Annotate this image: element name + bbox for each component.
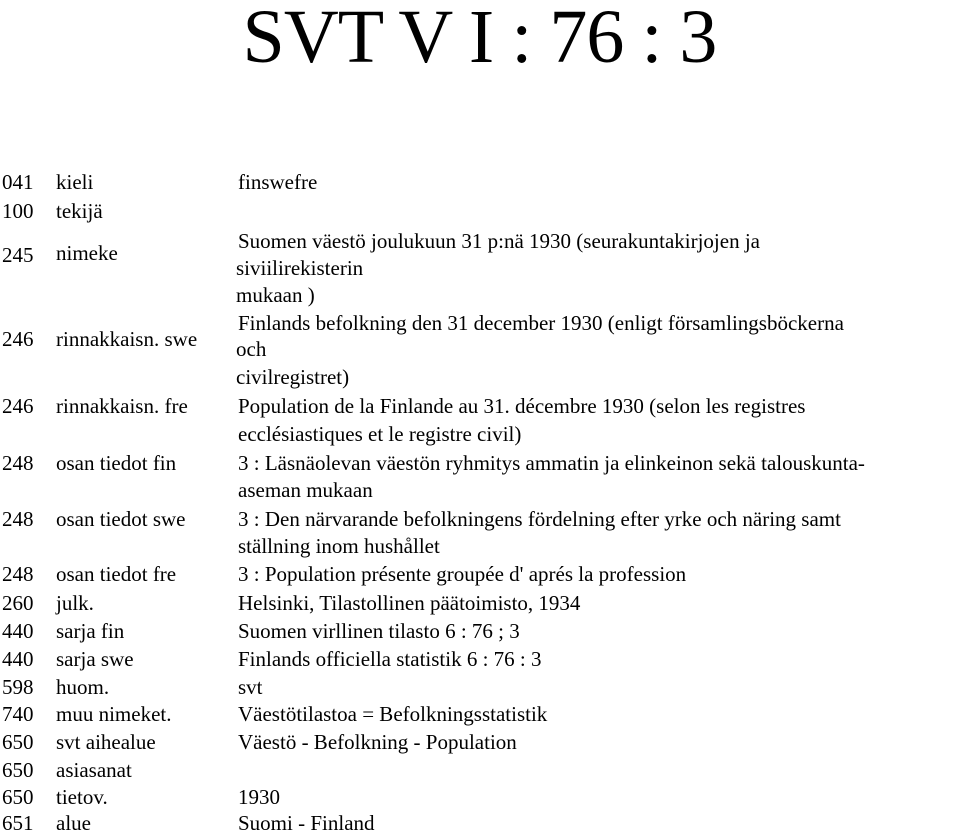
field-code: 598 (2, 675, 34, 699)
field-value: Suomen väestö joulukuun 31 p:nä 1930 (seurakuntakirjojen ja (238, 229, 760, 253)
field-code: 650 (2, 730, 34, 754)
field-value: Population de la Finlande au 31. décembre 1930 (selon les registres (238, 394, 806, 418)
field-code: 650 (2, 785, 34, 809)
field-label: muu nimeket. (56, 702, 172, 726)
field-value: Helsinki, Tilastollinen päätoimisto, 1934 (238, 591, 581, 615)
field-value-continuation: ecclésiastiques et le registre civil) (238, 422, 522, 446)
field-label: sarja swe (56, 647, 134, 671)
field-label: osan tiedot fre (56, 562, 177, 586)
field-code: 740 (2, 702, 34, 726)
field-value: Väestö - Befolkning - Population (238, 730, 517, 754)
field-code: 246 (2, 327, 34, 351)
field-value: 3 : Läsnäolevan väestön ryhmitys ammatin ja elinkeinon sekä talouskunta- (238, 451, 865, 475)
field-code: 440 (2, 647, 34, 671)
field-value: 3 : Population présente groupée d' aprés la profession (238, 562, 687, 586)
field-code: 440 (2, 619, 34, 643)
field-label: kieli (56, 170, 94, 194)
field-value: finswefre (238, 170, 318, 194)
field-value: Suomi - Finland (238, 811, 375, 835)
field-value: 1930 (238, 785, 280, 809)
field-label: alue (56, 811, 91, 835)
field-label: huom. (56, 675, 110, 699)
field-code: 651 (2, 811, 34, 835)
field-label: tekijä (56, 199, 103, 223)
field-code: 650 (2, 758, 34, 782)
field-code: 260 (2, 591, 34, 615)
field-code: 245 (2, 243, 34, 267)
field-value: Finlands officiella statistik 6 : 76 : 3 (238, 647, 542, 671)
field-value: Suomen virllinen tilasto 6 : 76 ; 3 (238, 619, 520, 643)
field-value: Väestötilastoa = Befolkningsstatistik (238, 702, 548, 726)
field-value: Finlands befolkning den 31 december 1930 (enligt församlingsböckerna (238, 311, 844, 335)
field-code: 246 (2, 394, 34, 418)
page-title: SVT V I : 76 : 3 (242, 0, 717, 79)
field-value: svt (238, 675, 263, 699)
field-label: osan tiedot swe (56, 507, 186, 531)
field-label: svt aihealue (56, 730, 156, 754)
field-label: asiasanat (56, 758, 132, 782)
field-label: rinnakkaisn. fre (56, 394, 188, 418)
field-label: osan tiedot fin (56, 451, 177, 475)
field-value-continuation: civilregistret) (236, 365, 350, 389)
field-label: rinnakkaisn. swe (56, 327, 198, 351)
field-value-continuation: aseman mukaan (238, 478, 373, 502)
field-code: 248 (2, 451, 34, 475)
field-label: nimeke (56, 241, 118, 265)
field-label: julk. (56, 591, 94, 615)
field-value-continuation: mukaan ) (236, 283, 315, 307)
field-label: sarja fin (56, 619, 125, 643)
field-value-continuation: och (236, 337, 267, 361)
field-value-continuation: siviilirekisterin (236, 256, 364, 280)
field-code: 041 (2, 170, 34, 194)
field-label: tietov. (56, 785, 108, 809)
field-value-continuation: ställning inom hushållet (238, 534, 440, 558)
field-code: 248 (2, 507, 34, 531)
field-code: 100 (2, 199, 34, 223)
field-code: 248 (2, 562, 34, 586)
field-value: 3 : Den närvarande befolkningens fördelning efter yrke och näring samt (238, 507, 841, 531)
